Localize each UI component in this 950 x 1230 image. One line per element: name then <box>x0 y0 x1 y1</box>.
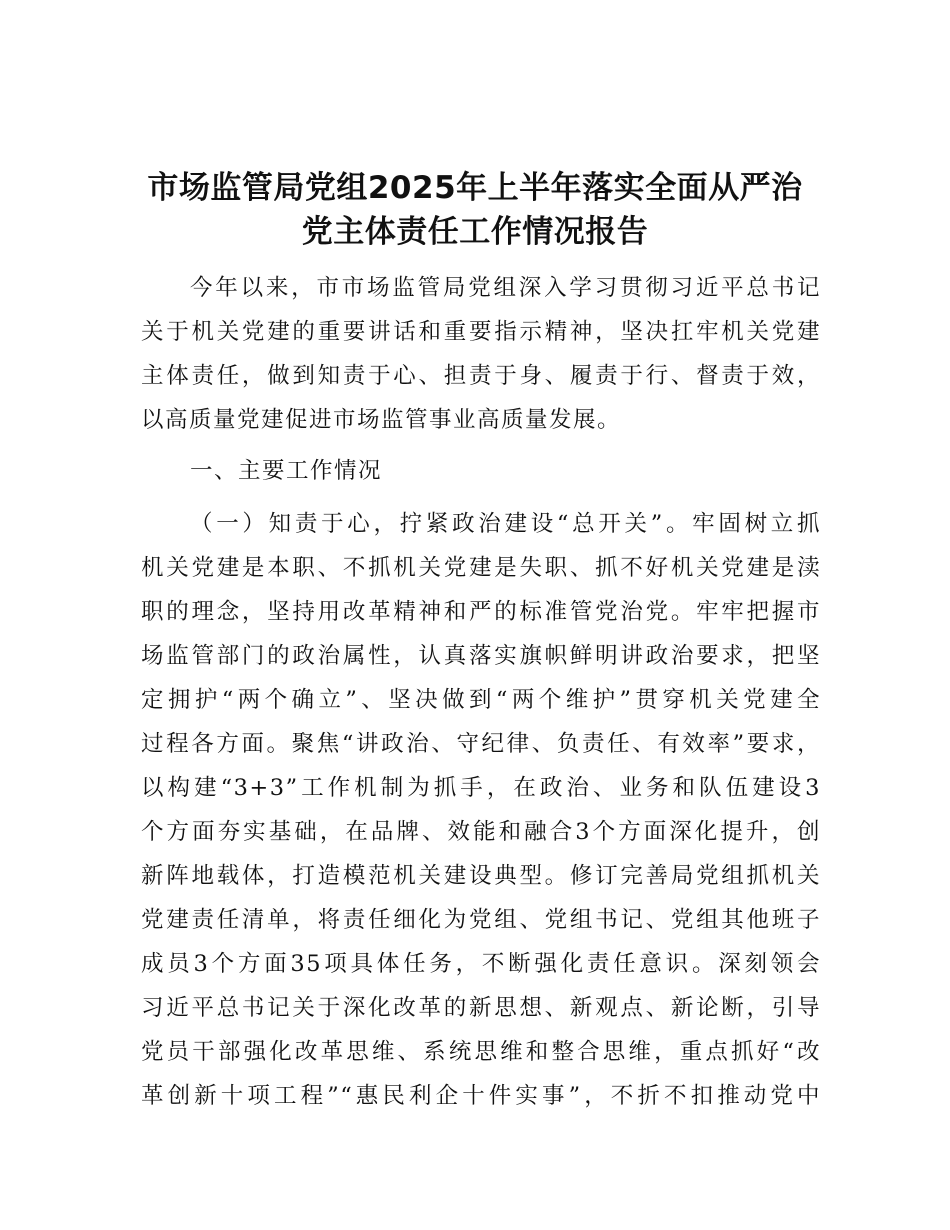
section-paragraph-line: 场监管部门的政治属性，认真落实旗帜鲜明讲政治要求，把坚 <box>141 643 821 669</box>
section-paragraph-line: （一）知责于心，拧紧政治建设“总开关”。牢固树立抓 <box>190 511 821 537</box>
section-paragraph-line: 机关党建是本职、不抓机关党建是失职、抓不好机关党建是渎 <box>141 555 821 581</box>
section-paragraph-line: 党建责任清单，将责任细化为党组、党组书记、党组其他班子 <box>141 907 821 933</box>
document-title-line-2: 党主体责任工作情况报告 <box>301 214 649 250</box>
intro-paragraph-line: 主体责任，做到知责于心、担责于身、履责于行、督责于效， <box>141 363 821 389</box>
section-paragraph-line: 以构建“3+3”工作机制为抓手，在政治、业务和队伍建设3 <box>141 775 821 801</box>
section-paragraph-line: 过程各方面。聚焦“讲政治、守纪律、负责任、有效率”要求， <box>141 731 821 757</box>
intro-paragraph-line: 关于机关党建的重要讲话和重要指示精神，坚决扛牢机关党建 <box>141 319 821 345</box>
intro-paragraph-line: 今年以来，市市场监管局党组深入学习贯彻习近平总书记 <box>190 275 821 301</box>
document-title-line-1: 市场监管局党组2025年上半年落实全面从严治 <box>147 170 803 206</box>
intro-paragraph-line: 以高质量党建促进市场监管事业高质量发展。 <box>141 407 622 433</box>
section-paragraph-line: 职的理念，坚持用改革精神和严的标准管党治党。牢牢把握市 <box>141 599 821 625</box>
section-paragraph-line: 成员3个方面35项具体任务，不断强化责任意识。深刻领会 <box>141 951 821 977</box>
section-paragraph-line: 党员干部强化改革思维、系统思维和整合思维，重点抓好“改 <box>141 1039 821 1065</box>
section-paragraph-line: 革创新十项工程”“惠民利企十件实事”，不折不扣推动党中 <box>141 1083 821 1109</box>
section-paragraph-line: 个方面夯实基础，在品牌、效能和融合3个方面深化提升，创 <box>141 819 821 845</box>
section-paragraph-line: 习近平总书记关于深化改革的新思想、新观点、新论断，引导 <box>141 995 821 1021</box>
section-heading: 一、主要工作情况 <box>190 458 383 484</box>
section-paragraph-line: 定拥护“两个确立”、坚决做到“两个维护”贯穿机关党建全 <box>141 687 821 713</box>
section-paragraph-line: 新阵地载体，打造模范机关建设典型。修订完善局党组抓机关 <box>141 863 821 889</box>
